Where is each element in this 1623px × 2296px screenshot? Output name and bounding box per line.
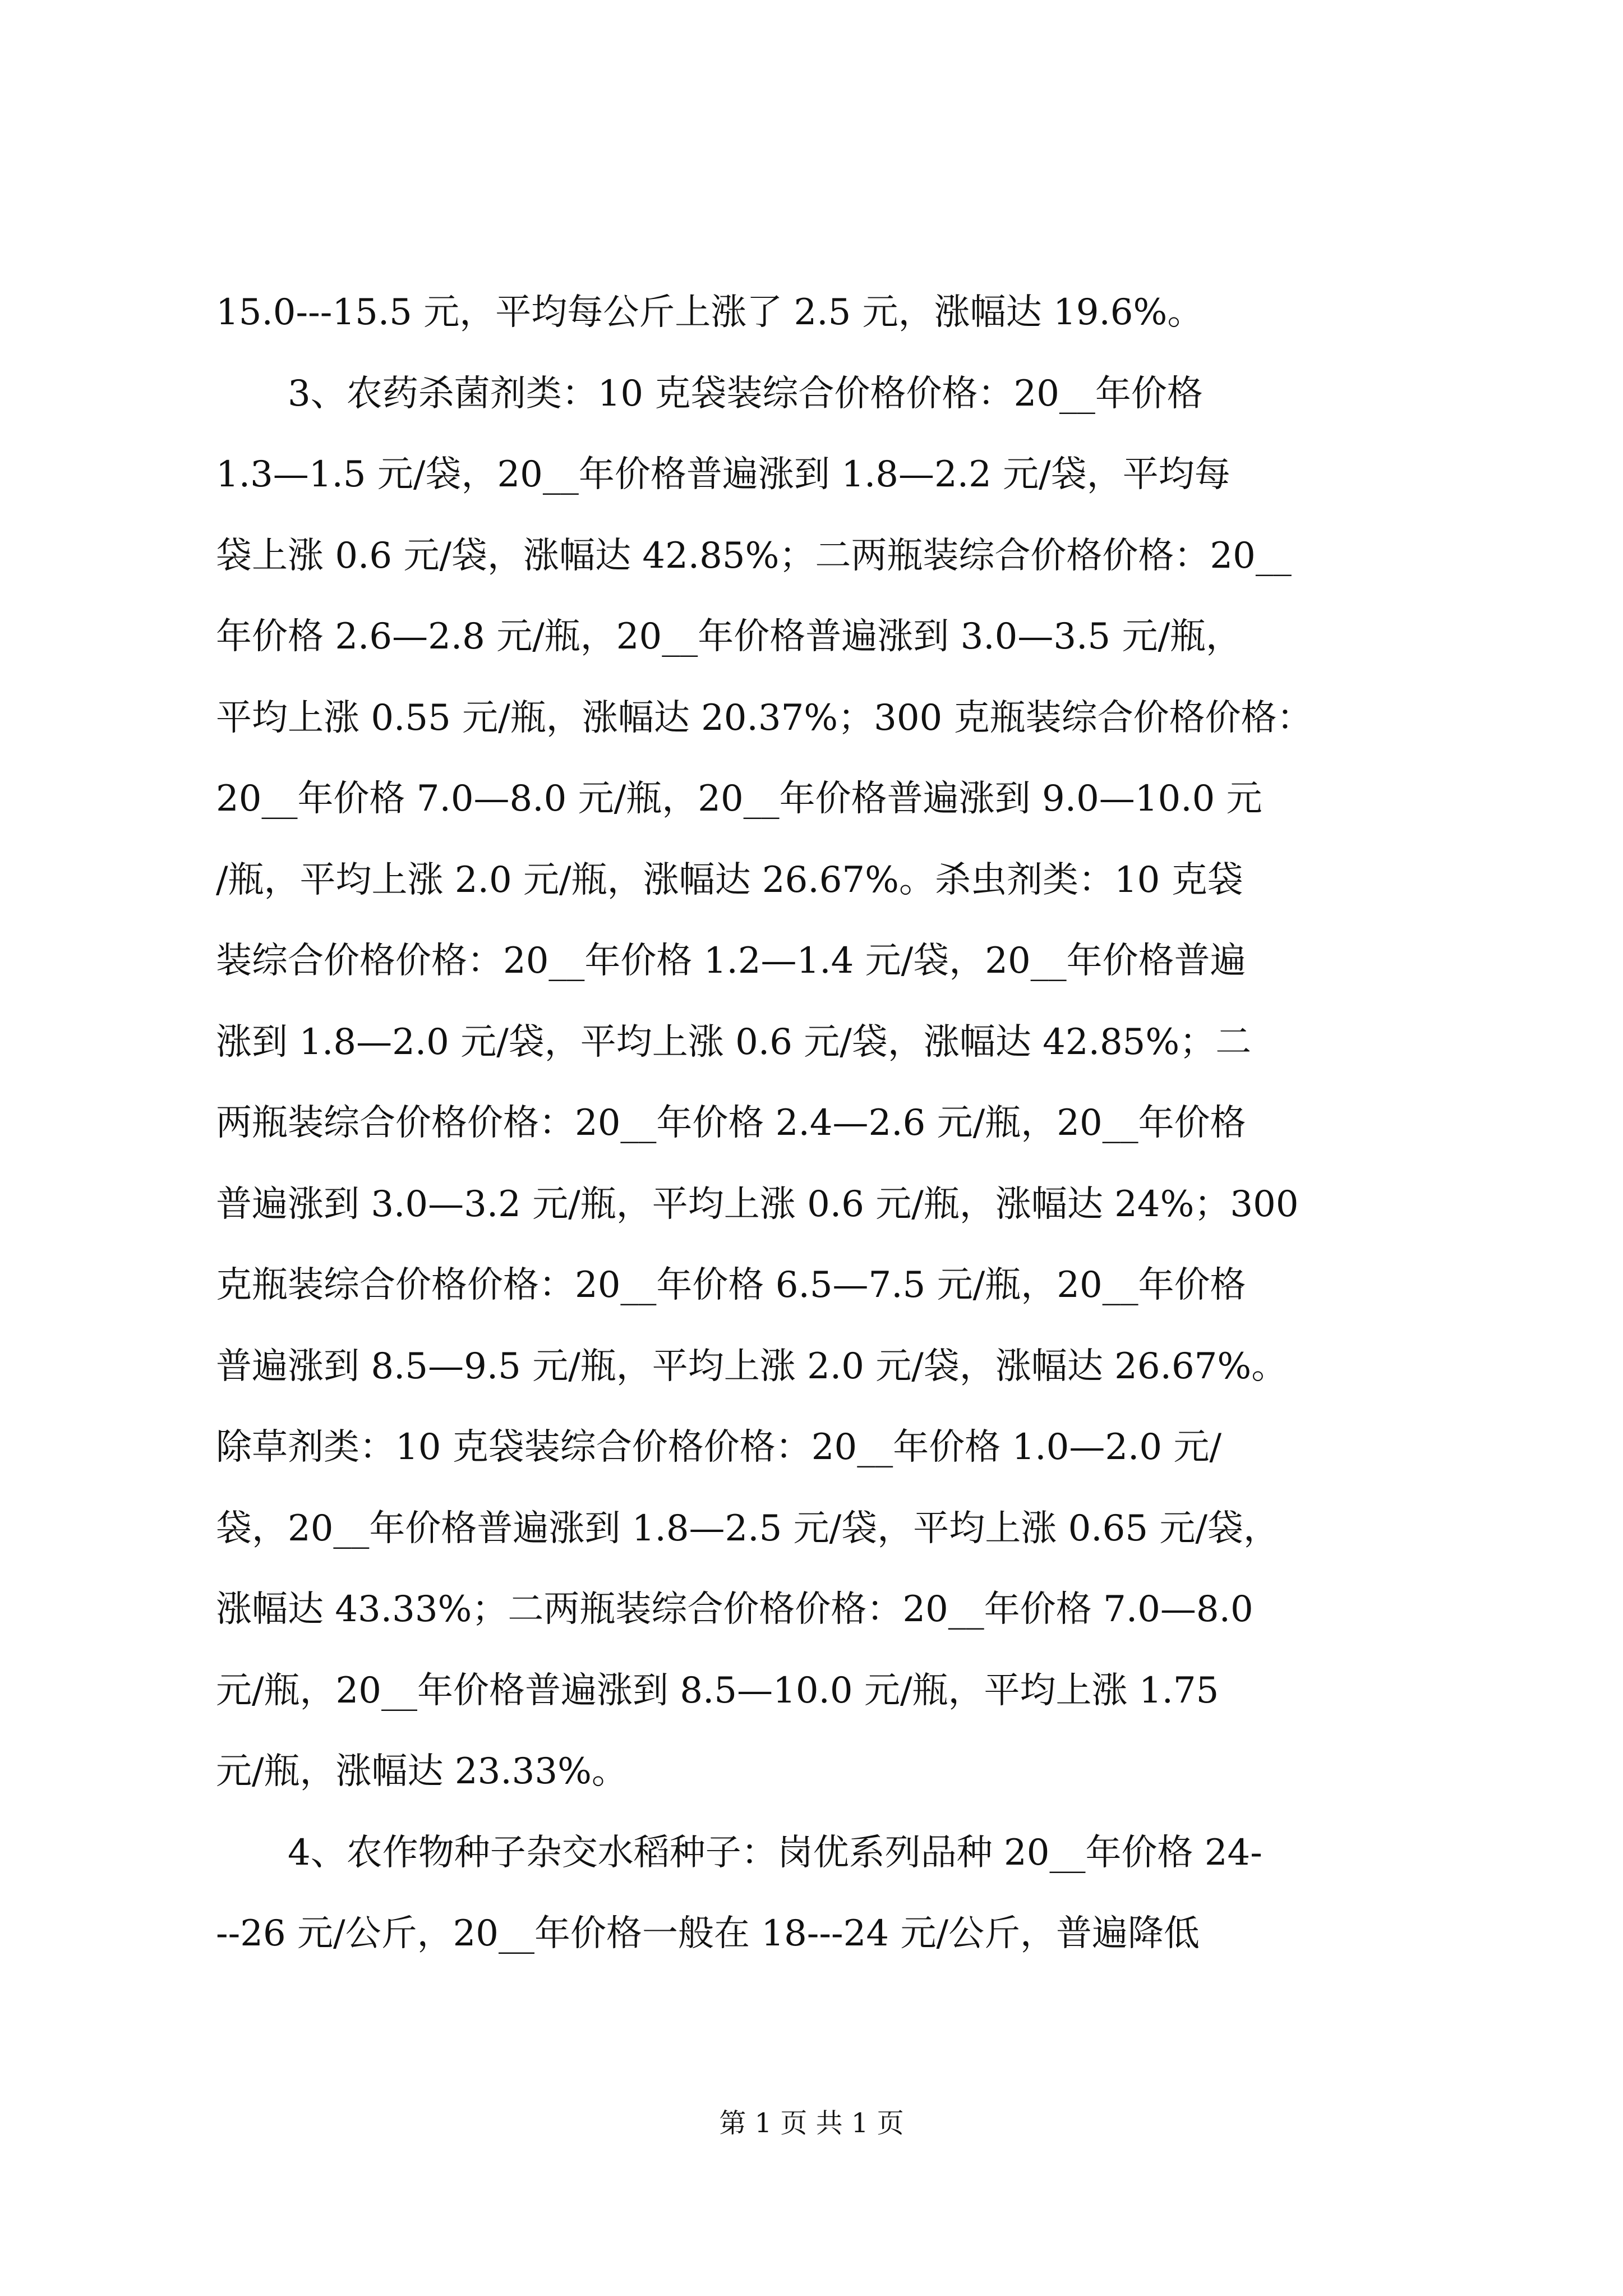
text-line: 平均上涨 0.55 元/瓶，涨幅达 20.37%；300 克瓶装综合价格价格： xyxy=(216,697,1313,739)
text-line: --26 元/公斤，20__年价格一般在 18---24 元/公斤，普遍降低 xyxy=(216,1913,1200,1954)
text-line: 年价格 2.6—2.8 元/瓶，20__年价格普遍涨到 3.0—3.5 元/瓶， xyxy=(216,616,1242,657)
text-line: 克瓶装综合价格价格：20__年价格 6.5—7.5 元/瓶，20__年价格 xyxy=(216,1264,1246,1306)
page-footer: 第 1 页 共 1 页 xyxy=(719,2108,904,2139)
text-line: 两瓶装综合价格价格：20__年价格 2.4—2.6 元/瓶，20__年价格 xyxy=(216,1102,1246,1144)
text-line: 3、农药杀菌剂类：10 克袋装综合价格价格：20__年价格 xyxy=(216,373,1203,415)
text-line: 元/瓶，20__年价格普遍涨到 8.5—10.0 元/瓶，平均上涨 1.75 xyxy=(216,1670,1219,1711)
text-line: 除草剂类：10 克袋装综合价格价格：20__年价格 1.0—2.0 元/ xyxy=(216,1427,1222,1468)
text-line: 20__年价格 7.0—8.0 元/瓶，20__年价格普遍涨到 9.0—10.0 元 xyxy=(216,778,1262,820)
text-line: 普遍涨到 3.0—3.2 元/瓶，平均上涨 0.6 元/瓶，涨幅达 24%；300 xyxy=(216,1184,1299,1225)
text-line: 15.0---15.5 元，平均每公斤上涨了 2.5 元，涨幅达 19.6%。 xyxy=(216,292,1204,333)
text-line: 袋上涨 0.6 元/袋，涨幅达 42.85%；二两瓶装综合价格价格：20__ xyxy=(216,535,1292,577)
text-line: 1.3—1.5 元/袋，20__年价格普遍涨到 1.8—2.2 元/袋，平均每 xyxy=(216,454,1230,495)
text-line: 装综合价格价格：20__年价格 1.2—1.4 元/袋，20__年价格普遍 xyxy=(216,940,1246,982)
text-line: 4、农作物种子杂交水稻种子：岗优系列品种 20__年价格 24- xyxy=(216,1832,1262,1874)
text-line: 元/瓶，涨幅达 23.33%。 xyxy=(216,1751,628,1792)
text-line: /瓶，平均上涨 2.0 元/瓶，涨幅达 26.67%。杀虫剂类：10 克袋 xyxy=(216,859,1243,901)
text-line: 普遍涨到 8.5—9.5 元/瓶，平均上涨 2.0 元/袋，涨幅达 26.67%。 xyxy=(216,1346,1288,1387)
text-line: 涨幅达 43.33%；二两瓶装综合价格价格：20__年价格 7.0—8.0 xyxy=(216,1589,1253,1630)
text-line: 涨到 1.8—2.0 元/袋，平均上涨 0.6 元/袋，涨幅达 42.85%；二 xyxy=(216,1022,1252,1063)
text-line: 袋，20__年价格普遍涨到 1.8—2.5 元/袋，平均上涨 0.65 元/袋， xyxy=(216,1508,1279,1549)
